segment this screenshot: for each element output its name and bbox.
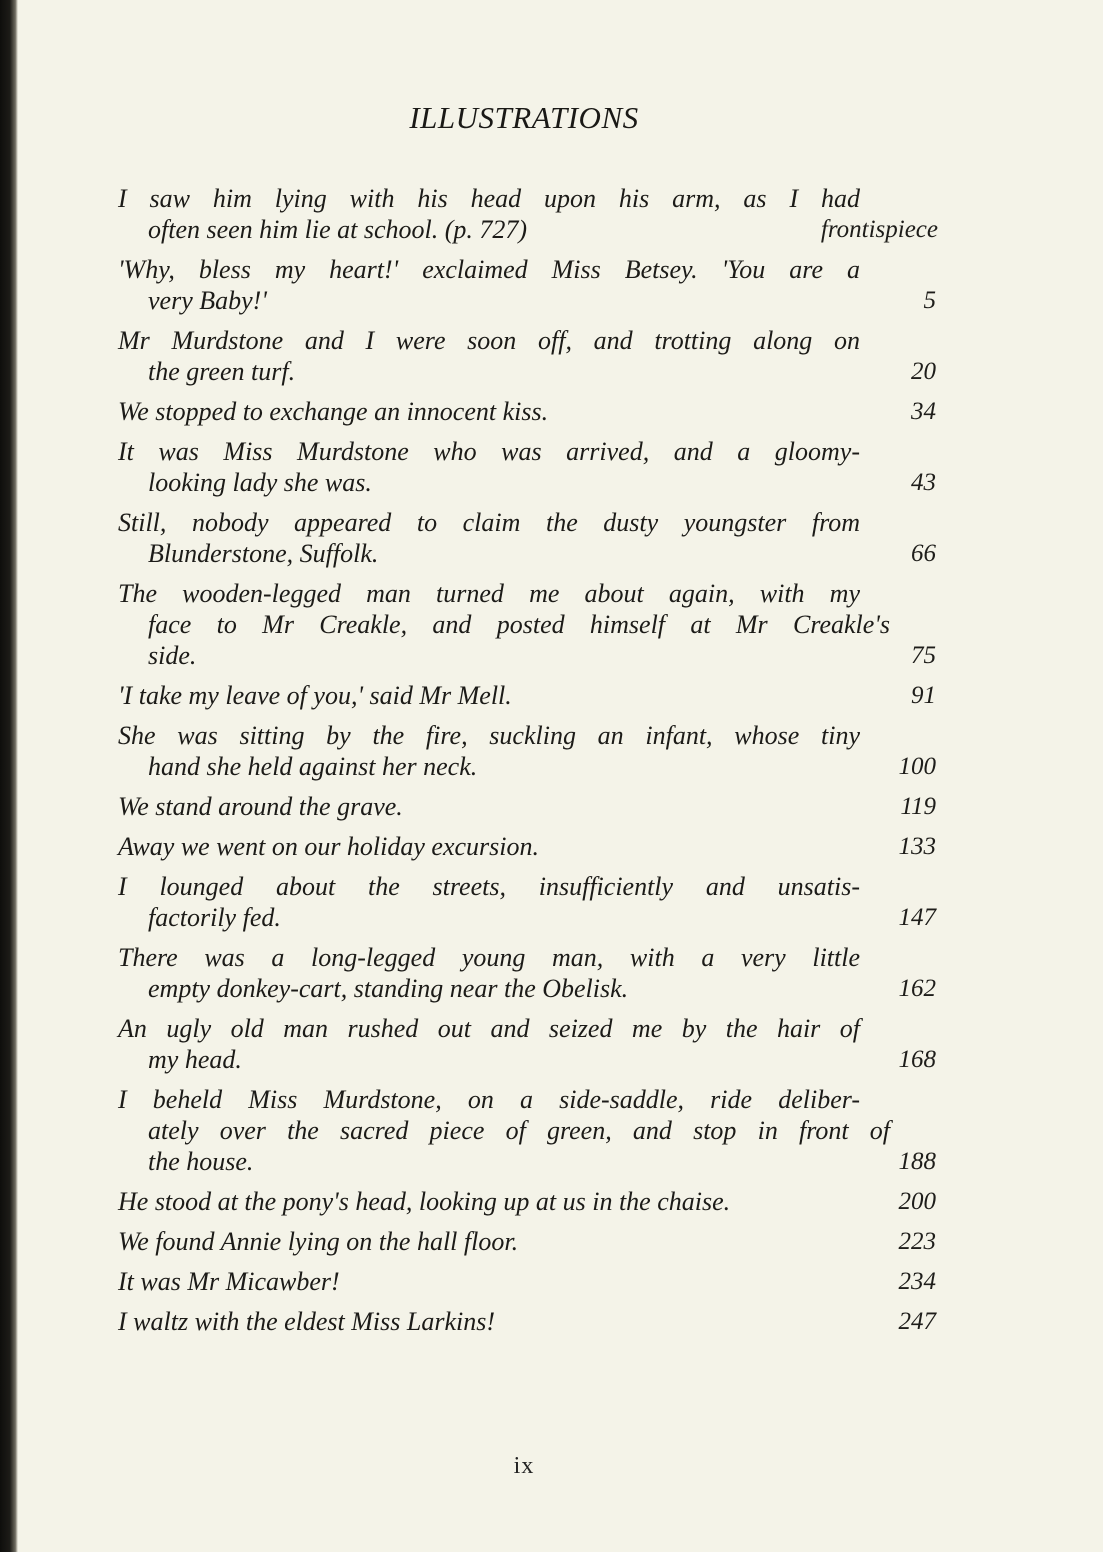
entry-caption-line: factorily fed. [148,903,281,932]
illustration-entry [118,325,938,387]
illustration-entry [118,507,938,569]
page-number-folio: ix [513,1453,535,1479]
entry-caption-line: She was sitting by the fire, suckling an infant, whose tiny [118,721,860,750]
entry-caption-line: side. [148,641,197,670]
entry-page-number: 119 [900,793,936,820]
entry-page-number: 247 [898,1308,936,1335]
entry-page-number: 147 [898,904,936,931]
entry-caption-line: An ugly old man rushed out and seized me by the hair of [118,1014,860,1043]
entry-page-number: 133 [898,833,936,860]
entry-page-number: 5 [923,287,936,314]
entry-caption-line: Away we went on our holiday excursion. [118,832,540,861]
illustration-entry [118,254,938,316]
entry-page-number: 223 [898,1228,936,1255]
entry-caption-line: ately over the sacred piece of green, and stop in front of [148,1116,890,1145]
entry-page-number: 91 [911,682,936,709]
illustration-entry [118,578,938,671]
illustration-entry [118,1084,938,1177]
entry-page-number: 20 [911,358,936,385]
entry-page-number: 34 [911,398,936,425]
illustration-entry [118,791,938,822]
illustration-entry [118,831,938,862]
entry-caption-line: my head. [148,1045,242,1074]
entry-caption-line: There was a long-legged young man, with a very little [118,943,860,972]
entry-caption-line: 'Why, bless my heart!' exclaimed Miss Betsey. 'You are a [118,255,860,284]
illustration-entry [118,1306,938,1337]
illustration-entry [118,1186,938,1217]
entry-caption-line: Mr Murdstone and I were soon off, and trotting along on [118,326,860,355]
entry-page-number: 43 [911,469,936,496]
book-spine-shadow [0,0,18,1552]
illustration-entry [118,1226,938,1257]
entry-caption-line: We stand around the grave. [118,792,403,821]
entry-caption-line: We stopped to exchange an innocent kiss. [118,397,549,426]
entry-page-number: 66 [911,540,936,567]
entry-caption-line: I waltz with the eldest Miss Larkins! [118,1307,495,1336]
entry-caption-line: Still, nobody appeared to claim the dusty youngster from [118,508,860,537]
entry-page-number: 188 [898,1148,936,1175]
illustration-entry [118,396,938,427]
entry-caption-line: hand she held against her neck. [148,752,478,781]
entry-caption-line: The wooden-legged man turned me about again, with my [118,579,860,608]
entry-caption-line: empty donkey-cart, standing near the Obelisk. [148,974,629,1003]
entry-page-number: frontispiece [820,216,938,243]
entry-page-number: 234 [898,1268,936,1295]
entry-page-number: 168 [898,1046,936,1073]
illustration-entry [118,720,938,782]
illustration-entry [118,680,938,711]
entry-caption-line: I beheld Miss Murdstone, on a side-saddle, ride deliber- [118,1085,860,1114]
entry-caption-line: very Baby!' [148,286,267,315]
illustration-entry [118,942,938,1004]
entry-caption-line: I lounged about the streets, insufficiently and unsatis- [118,872,860,901]
entry-caption-line: He stood at the pony's head, looking up at us in the chaise. [118,1187,731,1216]
illustration-entry [118,436,938,498]
entry-caption-line: It was Miss Murdstone who was arrived, and a gloomy- [118,437,860,466]
entry-caption-line: 'I take my leave of you,' said Mr Mell. [118,681,512,710]
page-title: ILLUSTRATIONS [409,100,639,135]
entry-caption-line: We found Annie lying on the hall floor. [118,1227,519,1256]
illustration-entry [118,871,938,933]
entry-caption-line: the house. [148,1147,254,1176]
entry-caption-line: face to Mr Creakle, and posted himself at Mr Creakle's [148,610,890,639]
entry-page-number: 75 [911,642,936,669]
entry-caption-line: looking lady she was. [148,468,372,497]
entry-page-number: 100 [898,753,936,780]
entry-caption-line: It was Mr Micawber! [118,1267,340,1296]
illustration-entry [118,183,938,245]
illustration-entry [118,1013,938,1075]
entry-caption-line: I saw him lying with his head upon his arm, as I had [118,184,860,213]
entry-page-number: 200 [898,1188,936,1215]
entry-page-number: 162 [898,975,936,1002]
entry-caption-line: the green turf. [148,357,296,386]
illustrations-list [118,183,938,1346]
illustration-entry [118,1266,938,1297]
entry-caption-line: often seen him lie at school. (p. 727) [148,215,528,244]
entry-caption-line: Blunderstone, Suffolk. [148,539,379,568]
